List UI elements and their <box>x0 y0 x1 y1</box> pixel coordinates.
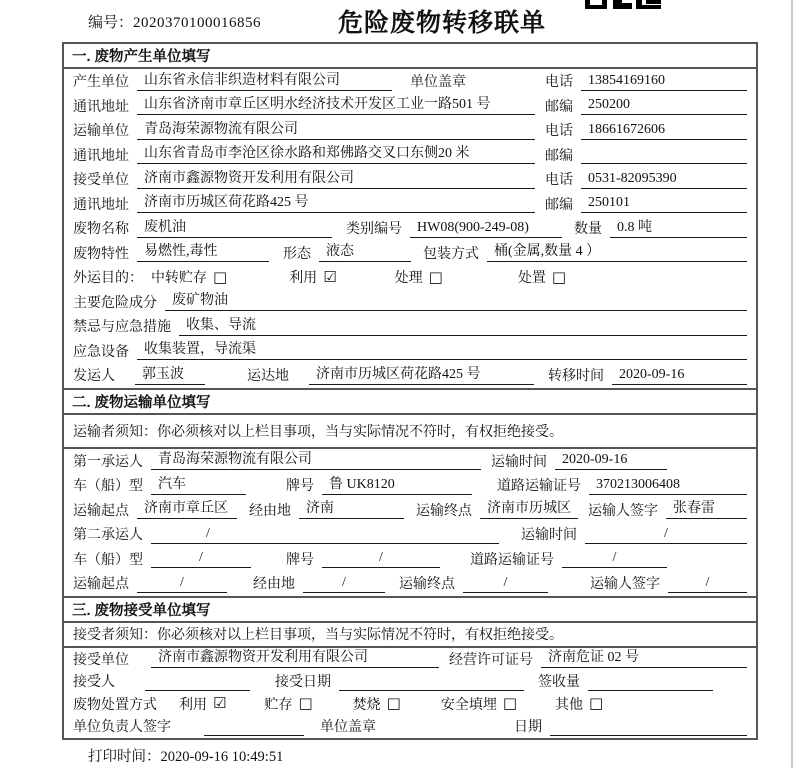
waste-form-value: 液态 <box>319 243 411 262</box>
page-title: 危险废物转移联单 <box>338 9 547 37</box>
producer-zip-value: 250200 <box>581 96 747 115</box>
emergency-equipment-label: 应急设备 <box>73 344 129 360</box>
dispatch-row <box>64 363 756 388</box>
transporter-notice: 运输者须知：你必须核对以上栏目事项，当与实际情况不符时，有权拒绝接受。 <box>73 424 563 440</box>
treat-checkbox: □ <box>428 267 443 286</box>
purpose-option-dispose-label: 处置 <box>517 271 546 287</box>
vehicle2-row <box>64 547 756 572</box>
signoff-label: 单位负责人签字 <box>73 720 171 736</box>
seal-label: 单位盖章 <box>410 75 466 91</box>
received-qty-value <box>588 672 713 691</box>
doc-number-value: 2020370100016856 <box>133 15 262 31</box>
hazard-value: 废矿物油 <box>165 292 747 311</box>
purpose-option-transfer <box>151 267 227 287</box>
use-checkbox: ☑ <box>323 267 337 286</box>
producer-address-label: 通讯地址 <box>73 99 129 115</box>
transfer-checkbox: □ <box>213 267 228 286</box>
qr-code-fragment <box>585 0 661 9</box>
vehicle1-permit-label: 道路运输证号 <box>497 479 581 495</box>
route1-sign-label: 运输人签字 <box>588 503 658 519</box>
receiver-phone-label: 电话 <box>545 173 573 189</box>
disposal-option-store <box>264 694 312 714</box>
vehicle2-type-label: 车（船）型 <box>73 552 143 568</box>
disposal-option-landfill-label: 安全填埋 <box>440 697 497 713</box>
producer-address-row <box>64 94 756 119</box>
producer-label: 产生单位 <box>73 75 129 91</box>
route1-origin-value: 济南市章丘区 <box>137 500 237 519</box>
disposal-method-label: 废物处置方式 <box>73 697 157 713</box>
vehicle1-permit-value: 370213006408 <box>589 476 747 495</box>
receiver-notice-row <box>64 623 756 648</box>
carrier1-value: 青岛海荣源物流有限公司 <box>151 451 481 470</box>
waste-name-value: 废机油 <box>137 219 332 238</box>
print-time <box>88 745 283 766</box>
purpose-option-dispose <box>518 267 566 287</box>
accept-unit-row <box>64 648 756 671</box>
vehicle1-type-label: 车（船）型 <box>73 479 143 495</box>
waste-code-label: 类别编号 <box>346 222 402 238</box>
waste-qty-label: 数量 <box>574 222 602 238</box>
transporter-value: 青岛海荣源物流有限公司 <box>137 121 535 140</box>
disposal-incinerate-checkbox: □ <box>386 694 401 713</box>
producer-address-value: 山东省济南市章丘区明水经济技术开发区工业一路501 号 <box>137 96 535 115</box>
doc-number <box>88 11 261 32</box>
purpose-option-treat <box>395 267 443 287</box>
route1-row <box>64 498 756 523</box>
purpose-option-use <box>289 267 336 287</box>
signoff-row <box>64 715 756 738</box>
disposal-option-incinerate-label: 焚烧 <box>352 697 381 713</box>
transporter-notice-row <box>64 415 756 449</box>
receiver-label: 接受单位 <box>73 173 129 189</box>
doc-number-label: 编号： <box>88 15 134 31</box>
route1-end-value: 济南市历城区 <box>480 500 578 519</box>
receiver-address-label: 通讯地址 <box>73 197 129 213</box>
receiver-address-row <box>64 192 756 217</box>
emergency-measures-row <box>64 314 756 339</box>
disposal-option-other-label: 其他 <box>555 697 584 713</box>
transporter-label: 运输单位 <box>73 124 129 140</box>
receiver-zip-value: 250101 <box>581 194 747 213</box>
acceptance-row <box>64 670 756 693</box>
disposal-store-checkbox: □ <box>298 694 313 713</box>
page-edge-divider <box>791 0 793 768</box>
disposal-option-use-label: 利用 <box>179 697 207 713</box>
emergency-measures-label: 禁忌与应急措施 <box>73 320 171 336</box>
accept-date-label: 接受日期 <box>275 675 331 691</box>
transporter-phone-label: 电话 <box>545 124 573 140</box>
vehicle2-permit-label: 道路运输证号 <box>470 552 554 568</box>
transporter-address-label: 通讯地址 <box>73 148 129 164</box>
vehicle1-plate-value: 鲁 UK8120 <box>322 476 472 495</box>
dispose-checkbox: □ <box>551 267 567 286</box>
acceptor-value <box>145 672 250 691</box>
waste-traits-row <box>64 241 756 266</box>
purpose-label: 外运目的： <box>73 271 143 287</box>
route2-via-label: 经由地 <box>253 577 295 593</box>
dispatcher-value: 郭玉波 <box>135 366 205 385</box>
waste-name-row <box>64 216 756 241</box>
waste-name-label: 废物名称 <box>73 222 129 238</box>
waste-form-label: 形态 <box>283 246 311 262</box>
waste-qty-value: 0.8 吨 <box>610 219 747 238</box>
emergency-equipment-row <box>64 339 756 364</box>
transporter-zip-value <box>581 145 747 164</box>
receiver-address-value: 济南市历城区荷花路425 号 <box>137 194 535 213</box>
route1-sign-value: 张春雷 <box>666 500 747 519</box>
waste-traits-value: 易燃性,毒性 <box>137 243 269 262</box>
print-time-label: 打印时间： <box>88 749 161 765</box>
vehicle2-plate-label: 牌号 <box>286 552 314 568</box>
hazard-label: 主要危险成分 <box>73 295 157 311</box>
route2-row <box>64 571 756 596</box>
print-time-value: 2020-09-16 10:49:51 <box>160 749 284 765</box>
vehicle2-plate-value: / <box>322 549 440 568</box>
route1-origin-label: 运输起点 <box>73 503 129 519</box>
section3-header: 三. 废物接受单位填写 <box>64 596 756 623</box>
destination-label: 运达地 <box>247 369 289 385</box>
vehicle2-permit-value: / <box>562 549 667 568</box>
disposal-method-row <box>64 693 756 716</box>
carrier2-label: 第二承运人 <box>73 528 143 544</box>
transporter-row <box>64 118 756 143</box>
vehicle1-row <box>64 473 756 498</box>
emergency-equipment-value: 收集装置，导流渠 <box>137 341 747 360</box>
carrier2-value: / <box>151 525 499 544</box>
waste-traits-label: 废物特性 <box>73 246 129 262</box>
license-label: 经营许可证号 <box>449 652 533 668</box>
signoff-seal-label: 单位盖章 <box>320 720 376 736</box>
route2-origin-value: / <box>137 574 227 593</box>
route2-sign-value: / <box>668 574 747 593</box>
section2-header: 二. 废物运输单位填写 <box>64 388 756 415</box>
route2-end-label: 运输终点 <box>399 577 455 593</box>
receiver-notice: 接受者须知：你必须核对以上栏目事项，当与实际情况不符时，有权拒绝接受。 <box>73 628 563 643</box>
accept-date-value <box>339 672 524 691</box>
disposal-option-store-label: 贮存 <box>264 697 293 713</box>
receiver-phone-value: 0531-82095390 <box>581 170 747 189</box>
route1-via-label: 经由地 <box>249 503 291 519</box>
receiver-value: 济南市鑫源物资开发利用有限公司 <box>137 170 535 189</box>
carrier1-time-label: 运输时间 <box>491 454 547 470</box>
destination-value: 济南市历城区荷花路425 号 <box>309 366 534 385</box>
signoff-value <box>204 717 304 736</box>
disposal-option-other <box>555 694 603 714</box>
route2-end-value: / <box>463 574 548 593</box>
purpose-row <box>64 265 756 290</box>
route2-via-value: / <box>303 574 385 593</box>
producer-row <box>64 69 756 94</box>
carrier1-row <box>64 449 756 474</box>
producer-value: 山东省永信非织造材料有限公司 <box>137 72 392 91</box>
transporter-zip-label: 邮编 <box>545 148 573 164</box>
license-value: 济南危证 02 号 <box>541 649 747 668</box>
hazard-row <box>64 290 756 315</box>
purpose-option-transfer-label: 中转贮存 <box>151 271 207 287</box>
dispatcher-label: 发运人 <box>73 369 115 385</box>
carrier2-time-label: 运输时间 <box>521 528 577 544</box>
transporter-address-row <box>64 143 756 168</box>
disposal-landfill-checkbox: □ <box>502 694 518 713</box>
receiver-zip-label: 邮编 <box>545 197 573 213</box>
carrier2-time-value: / <box>585 525 747 544</box>
signoff-date-label: 日期 <box>514 720 542 736</box>
acceptor-label: 接受人 <box>73 675 115 691</box>
route2-origin-label: 运输起点 <box>73 577 129 593</box>
disposal-option-incinerate <box>353 694 401 714</box>
vehicle1-type-value: 汽车 <box>151 476 246 495</box>
purpose-option-treat-label: 处理 <box>394 271 423 287</box>
accept-unit-label: 接受单位 <box>73 652 129 668</box>
section1-header: 一. 废物产生单位填写 <box>64 44 756 69</box>
disposal-use-checkbox: ☑ <box>213 694 227 713</box>
waste-code-value: HW08(900-249-08) <box>410 219 562 238</box>
disposal-other-checkbox: □ <box>589 694 604 713</box>
signoff-date-value <box>550 717 747 736</box>
received-qty-label: 签收量 <box>538 675 580 691</box>
packing-value: 桶(金属,数量 4 ） <box>487 243 747 262</box>
transporter-address-value: 山东省青岛市李沧区徐水路和郑佛路交叉口东侧20 米 <box>137 145 535 164</box>
disposal-option-use <box>179 694 226 714</box>
producer-zip-label: 邮编 <box>545 99 573 115</box>
transfer-time-label: 转移时间 <box>548 369 604 385</box>
transporter-phone-value: 18661672606 <box>581 121 747 140</box>
purpose-option-use-label: 利用 <box>289 271 318 287</box>
producer-phone-label: 电话 <box>545 75 573 91</box>
carrier2-row <box>64 522 756 547</box>
carrier1-label: 第一承运人 <box>73 454 143 470</box>
vehicle2-type-value: / <box>151 549 251 568</box>
route2-sign-label: 运输人签字 <box>590 577 660 593</box>
vehicle1-plate-label: 牌号 <box>286 479 314 495</box>
disposal-option-landfill <box>441 694 517 714</box>
accept-unit-value: 济南市鑫源物资开发利用有限公司 <box>151 649 439 668</box>
producer-phone-value: 13854169160 <box>581 72 747 91</box>
route1-via-value: 济南 <box>299 500 404 519</box>
carrier1-time-value: 2020-09-16 <box>555 451 667 470</box>
transfer-form <box>62 42 758 740</box>
transfer-time-value: 2020-09-16 <box>612 366 747 385</box>
receiver-row <box>64 167 756 192</box>
packing-label: 包装方式 <box>423 246 479 262</box>
emergency-measures-value: 收集、导流 <box>179 317 747 336</box>
route1-end-label: 运输终点 <box>416 503 472 519</box>
